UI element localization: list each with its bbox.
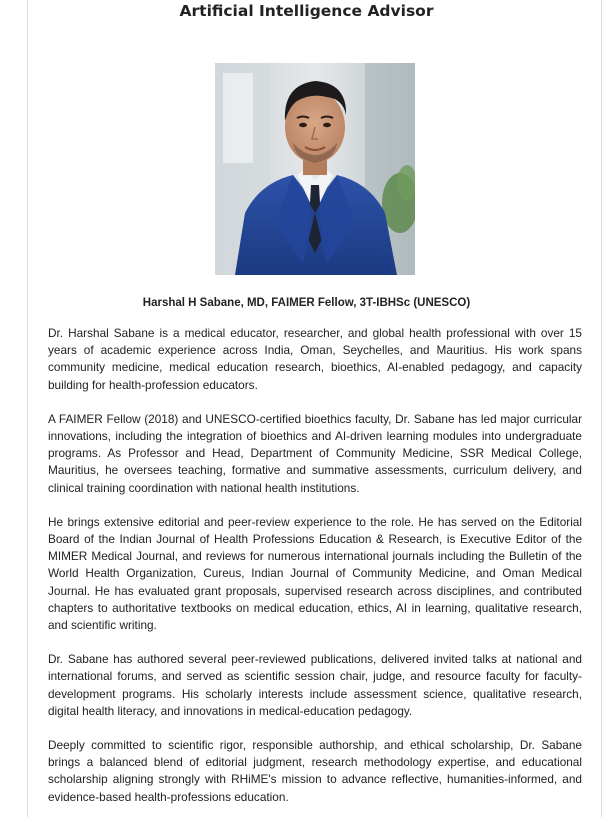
bio-paragraph: Dr. Sabane has authored several peer-reviewed publications, delivered invited talks at national and international forums, and served as scientific session chair, judge, and resource faculty for faculty-development programs. His scholarly interests include assessment science, qualitative research, digital health literacy, and innovations in medical-education pedagogy. xyxy=(48,652,582,718)
left-border-rule xyxy=(27,0,28,817)
bio-paragraph: He brings extensive editorial and peer-review experience to the role. He has served on the Editorial Board of the Indian Journal of Health Professions Education & Research, is Executive Editor of the MIMER Medical Journal, and reviews for numerous international journals including the Bulletin of the World Health Organization, Cureus, Indian Journal of Community Medicine, and Oman Medical Journal. He has evaluated grant proposals, supervised research across disciplines, and contributed chapters to authoritative textbooks on medical education, ethics, AI in learning, qualitative research, and scientific writing. xyxy=(48,514,582,633)
bio-paragraph: Dr. Harshal Sabane is a medical educator, researcher, and global health professional with over 15 years of academic experience across India, Oman, Seychelles, and Mauritius. His work spans community medicine, medical education research, bioethics, AI-enabled pedagogy, and capacity building for health-profession educators. xyxy=(48,326,582,392)
right-border-rule xyxy=(601,0,602,817)
page-title: Artificial Intelligence Advisor xyxy=(179,2,434,20)
portrait-photo xyxy=(215,63,415,275)
bio-section xyxy=(48,325,582,823)
bio-paragraph: Deeply committed to scientific rigor, responsible authorship, and ethical scholarship, Dr. Sabane brings a balanced blend of editorial judgment, research methodology expertise, and educational scholarship aligning strongly with RHiME's mission to advance reflective, humanities-informed, and evidence-based health-professions education. xyxy=(48,738,582,804)
advisor-name: Harshal H Sabane, MD, FAIMER Fellow, 3T-IBHSc (UNESCO) xyxy=(142,297,471,309)
bio-paragraph: A FAIMER Fellow (2018) and UNESCO-certified bioethics faculty, Dr. Sabane has led major curricular innovations, including the integration of bioethics and AI-driven learning modules into undergraduate programs. As Professor and Head, Department of Community Medicine, SSR Medical College, Mauritius, he oversees teaching, formative and summative assessments, curriculum delivery, and clinical training coordination with national health institutions. xyxy=(48,411,582,495)
